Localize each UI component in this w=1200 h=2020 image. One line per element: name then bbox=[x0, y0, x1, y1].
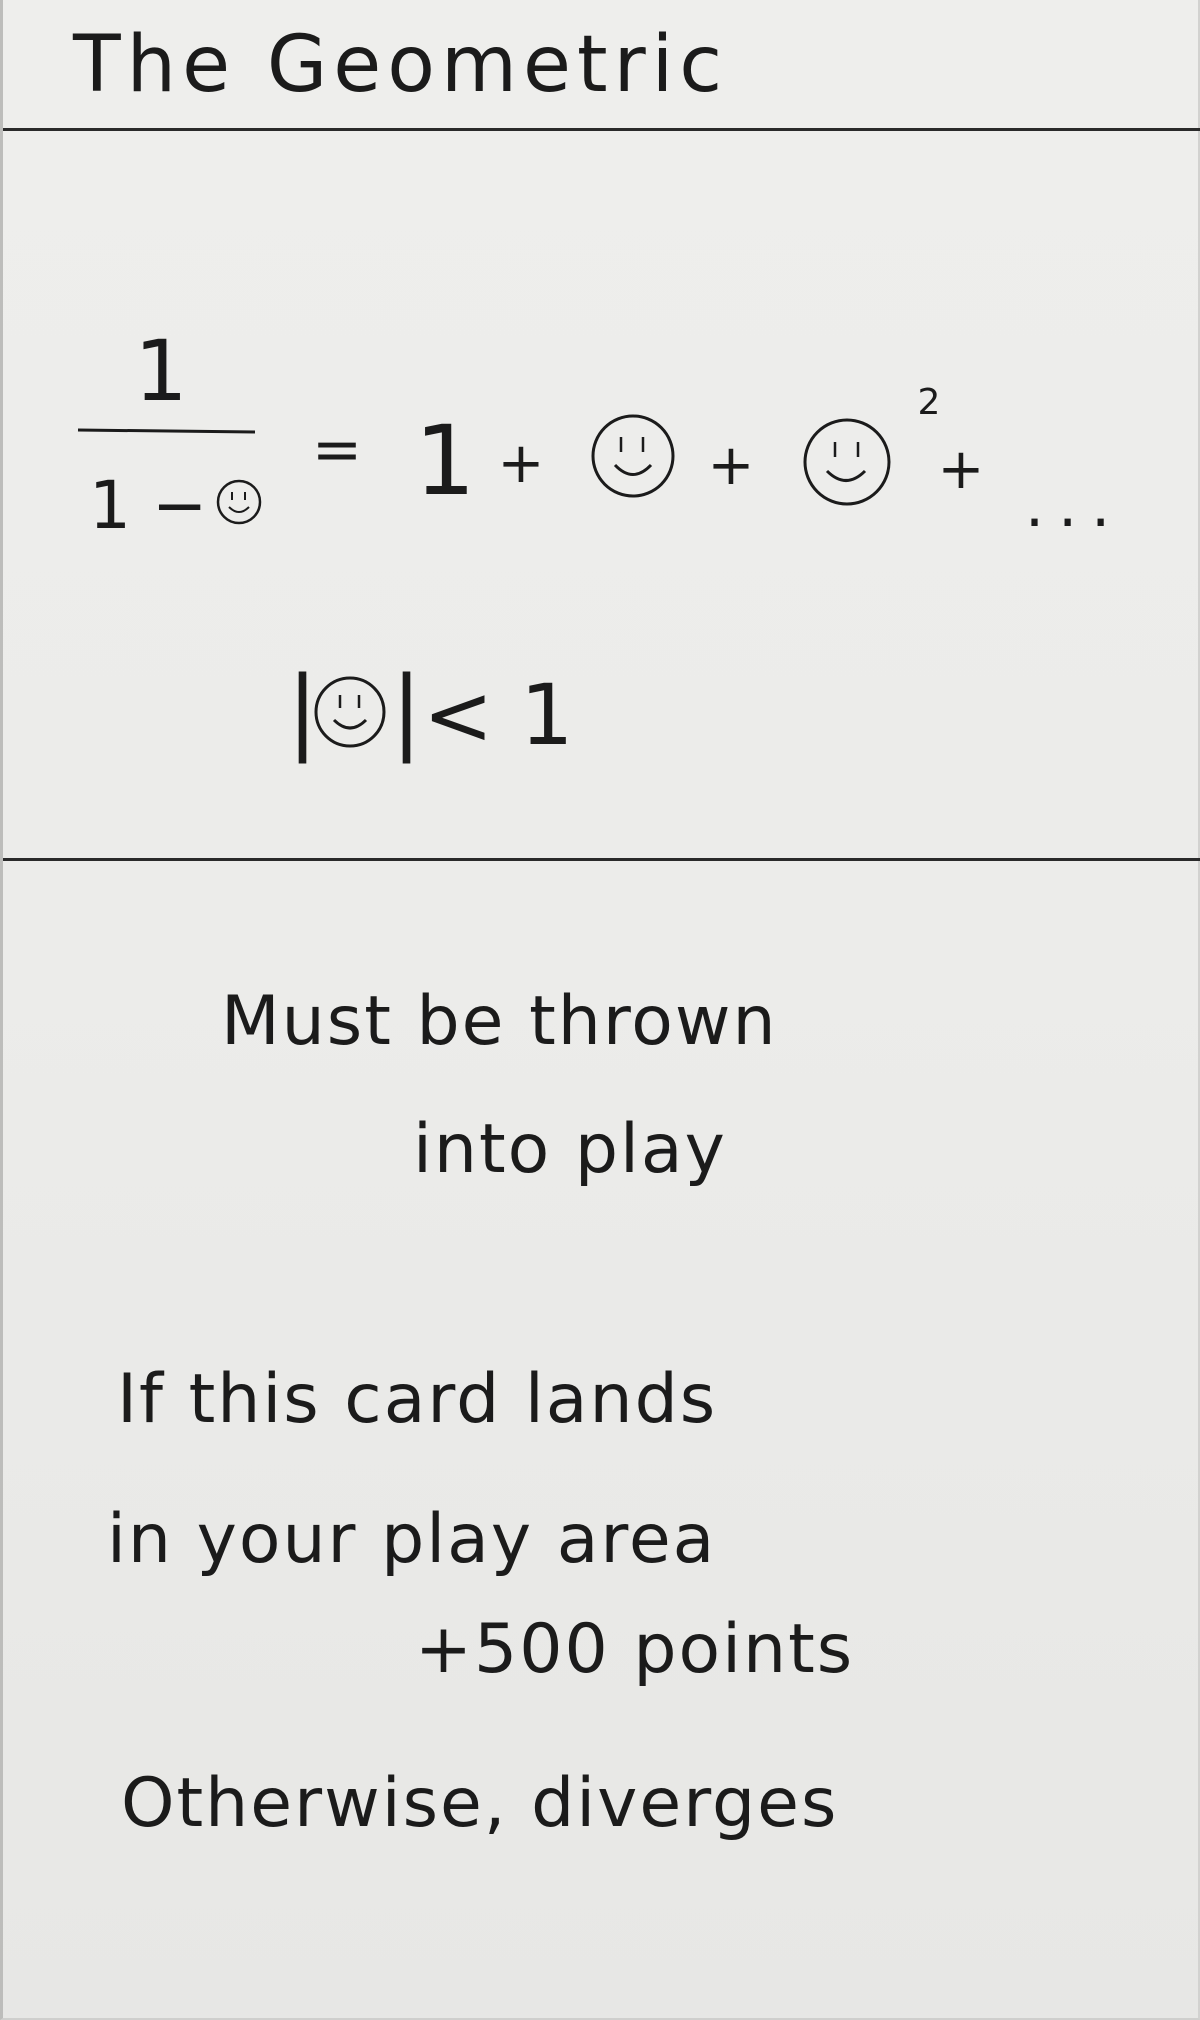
formula-divider bbox=[3, 858, 1200, 861]
rule-line-5: +500 points bbox=[415, 1610, 855, 1689]
formula-equals: = bbox=[311, 415, 363, 485]
smiley-face-icon bbox=[218, 481, 260, 523]
formula-denominator-prefix: 1 − bbox=[89, 467, 208, 544]
smiley-face-icon bbox=[316, 678, 384, 746]
rule-line-6: Otherwise, diverges bbox=[121, 1764, 839, 1843]
formula-drawing bbox=[3, 0, 1200, 860]
formula-plus-3: + bbox=[937, 437, 985, 502]
smiley-face-icon bbox=[593, 416, 673, 496]
formula-plus-1: + bbox=[497, 431, 545, 496]
rule-line-2: into play bbox=[413, 1110, 727, 1189]
condition-comparison: < 1 bbox=[423, 666, 574, 764]
formula-numerator: 1 bbox=[134, 322, 188, 420]
formula-plus-2: + bbox=[707, 433, 755, 498]
rule-line-1: Must be thrown bbox=[221, 982, 778, 1061]
smiley-face-icon bbox=[805, 420, 889, 504]
card-title: The Geometric bbox=[73, 20, 729, 110]
formula-term-one: 1 bbox=[414, 405, 476, 517]
fraction-bar bbox=[78, 430, 255, 432]
rule-line-4: in your play area bbox=[107, 1500, 717, 1579]
formula-exponent: 2 bbox=[917, 382, 941, 423]
condition-bar-right: | bbox=[391, 657, 422, 764]
formula-ellipsis: ... bbox=[1025, 471, 1125, 541]
rule-line-3: If this card lands bbox=[117, 1360, 718, 1439]
condition-bar-left: | bbox=[287, 657, 318, 764]
